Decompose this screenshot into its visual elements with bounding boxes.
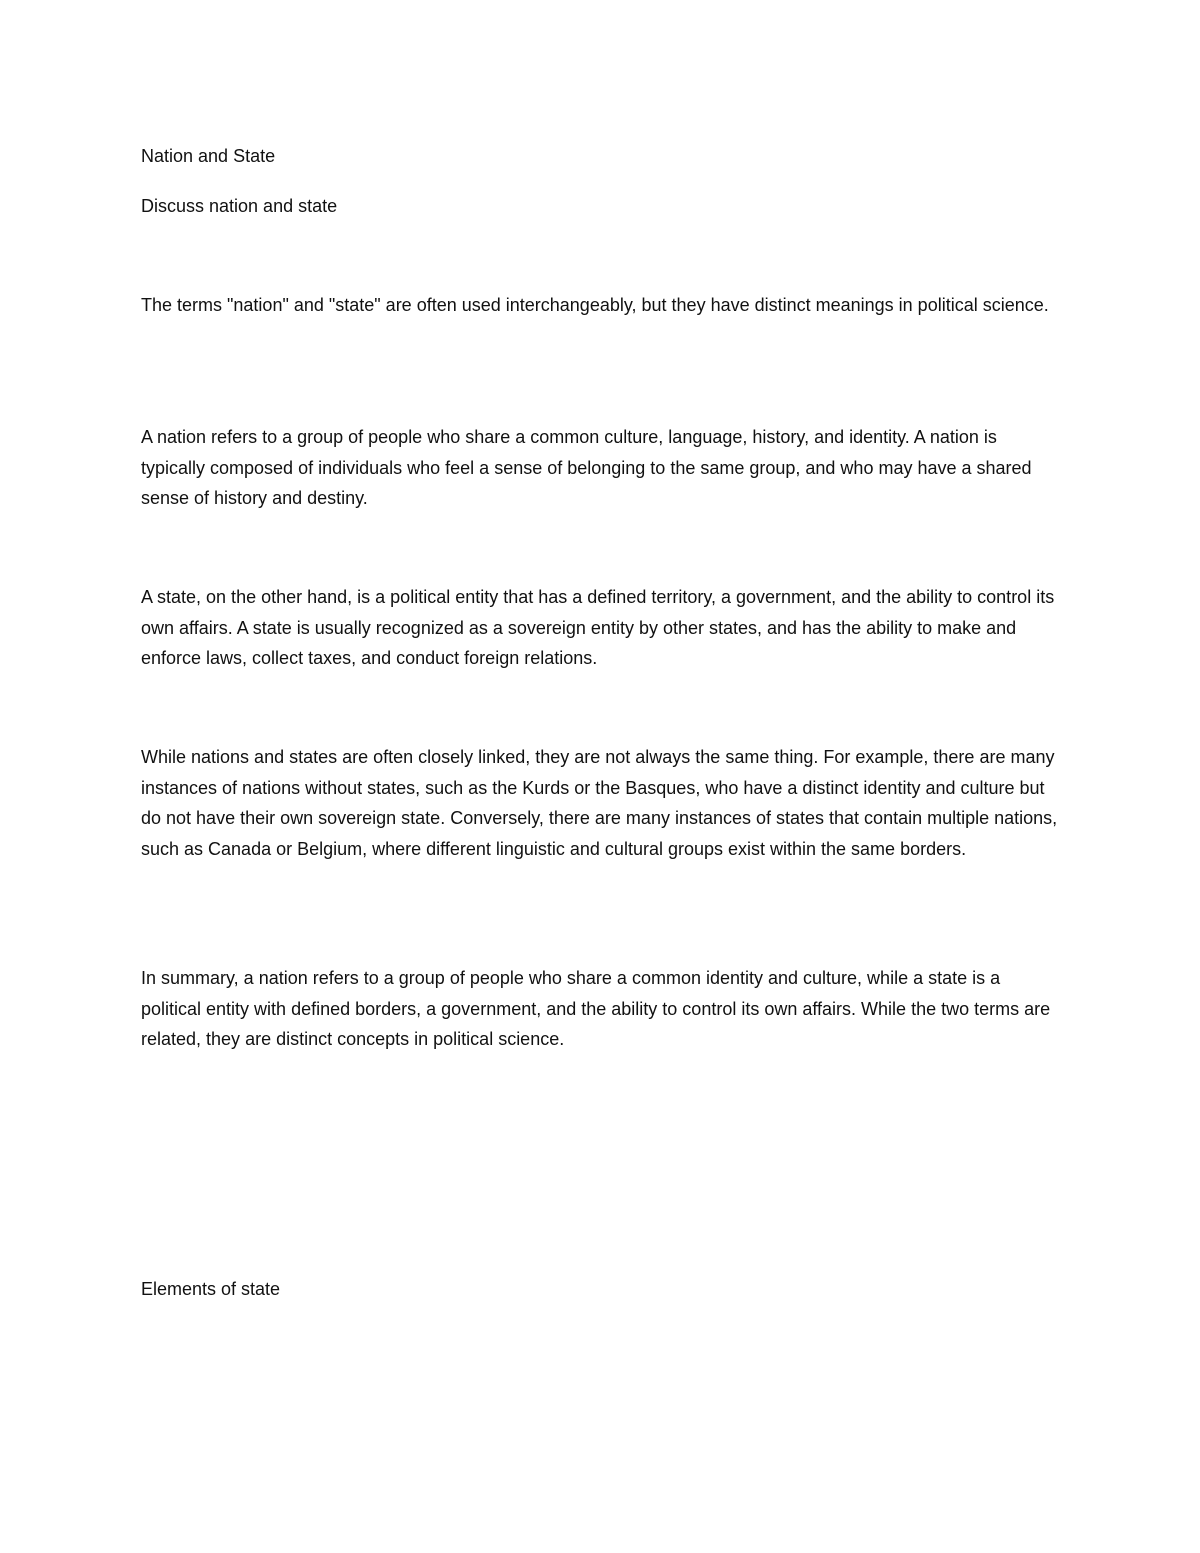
paragraph: A state, on the other hand, is a political entity that has a defined territory, a government, and the ability to control its own affairs. A state is usually recognized as a sovereign entity by other states, and has the ability to make and enforce laws, collect taxes, and conduct foreign relations.: [141, 587, 1055, 668]
document-title: Nation and State: [141, 146, 276, 166]
paragraph: The terms "nation" and "state" are often used interchangeably, but they have distinct meanings in political science.: [141, 295, 1049, 315]
document-subtitle: Discuss nation and state: [141, 196, 338, 216]
paragraph: In summary, a nation refers to a group of people who share a common identity and culture, while a state is a political entity with defined borders, a government, and the ability to control its own affairs. While the two terms are related, they are distinct concepts in political science.: [141, 968, 1051, 1049]
paragraph: A nation refers to a group of people who share a common culture, language, history, and identity. A nation is typically composed of individuals who feel a sense of belonging to the same group, and who may have a shared sense of history and destiny.: [141, 427, 1032, 508]
paragraph: While nations and states are often closely linked, they are not always the same thing. For example, there are many instances of nations without states, such as the Kurds or the Basques, who have a distinct identity and culture but do not have their own sovereign state. Conversely, there are many instances of states that contain multiple nations, such as Canada or Belgium, where different linguistic and cultural groups exist within the same borders.: [141, 747, 1058, 859]
section-heading: Elements of state: [141, 1279, 281, 1299]
